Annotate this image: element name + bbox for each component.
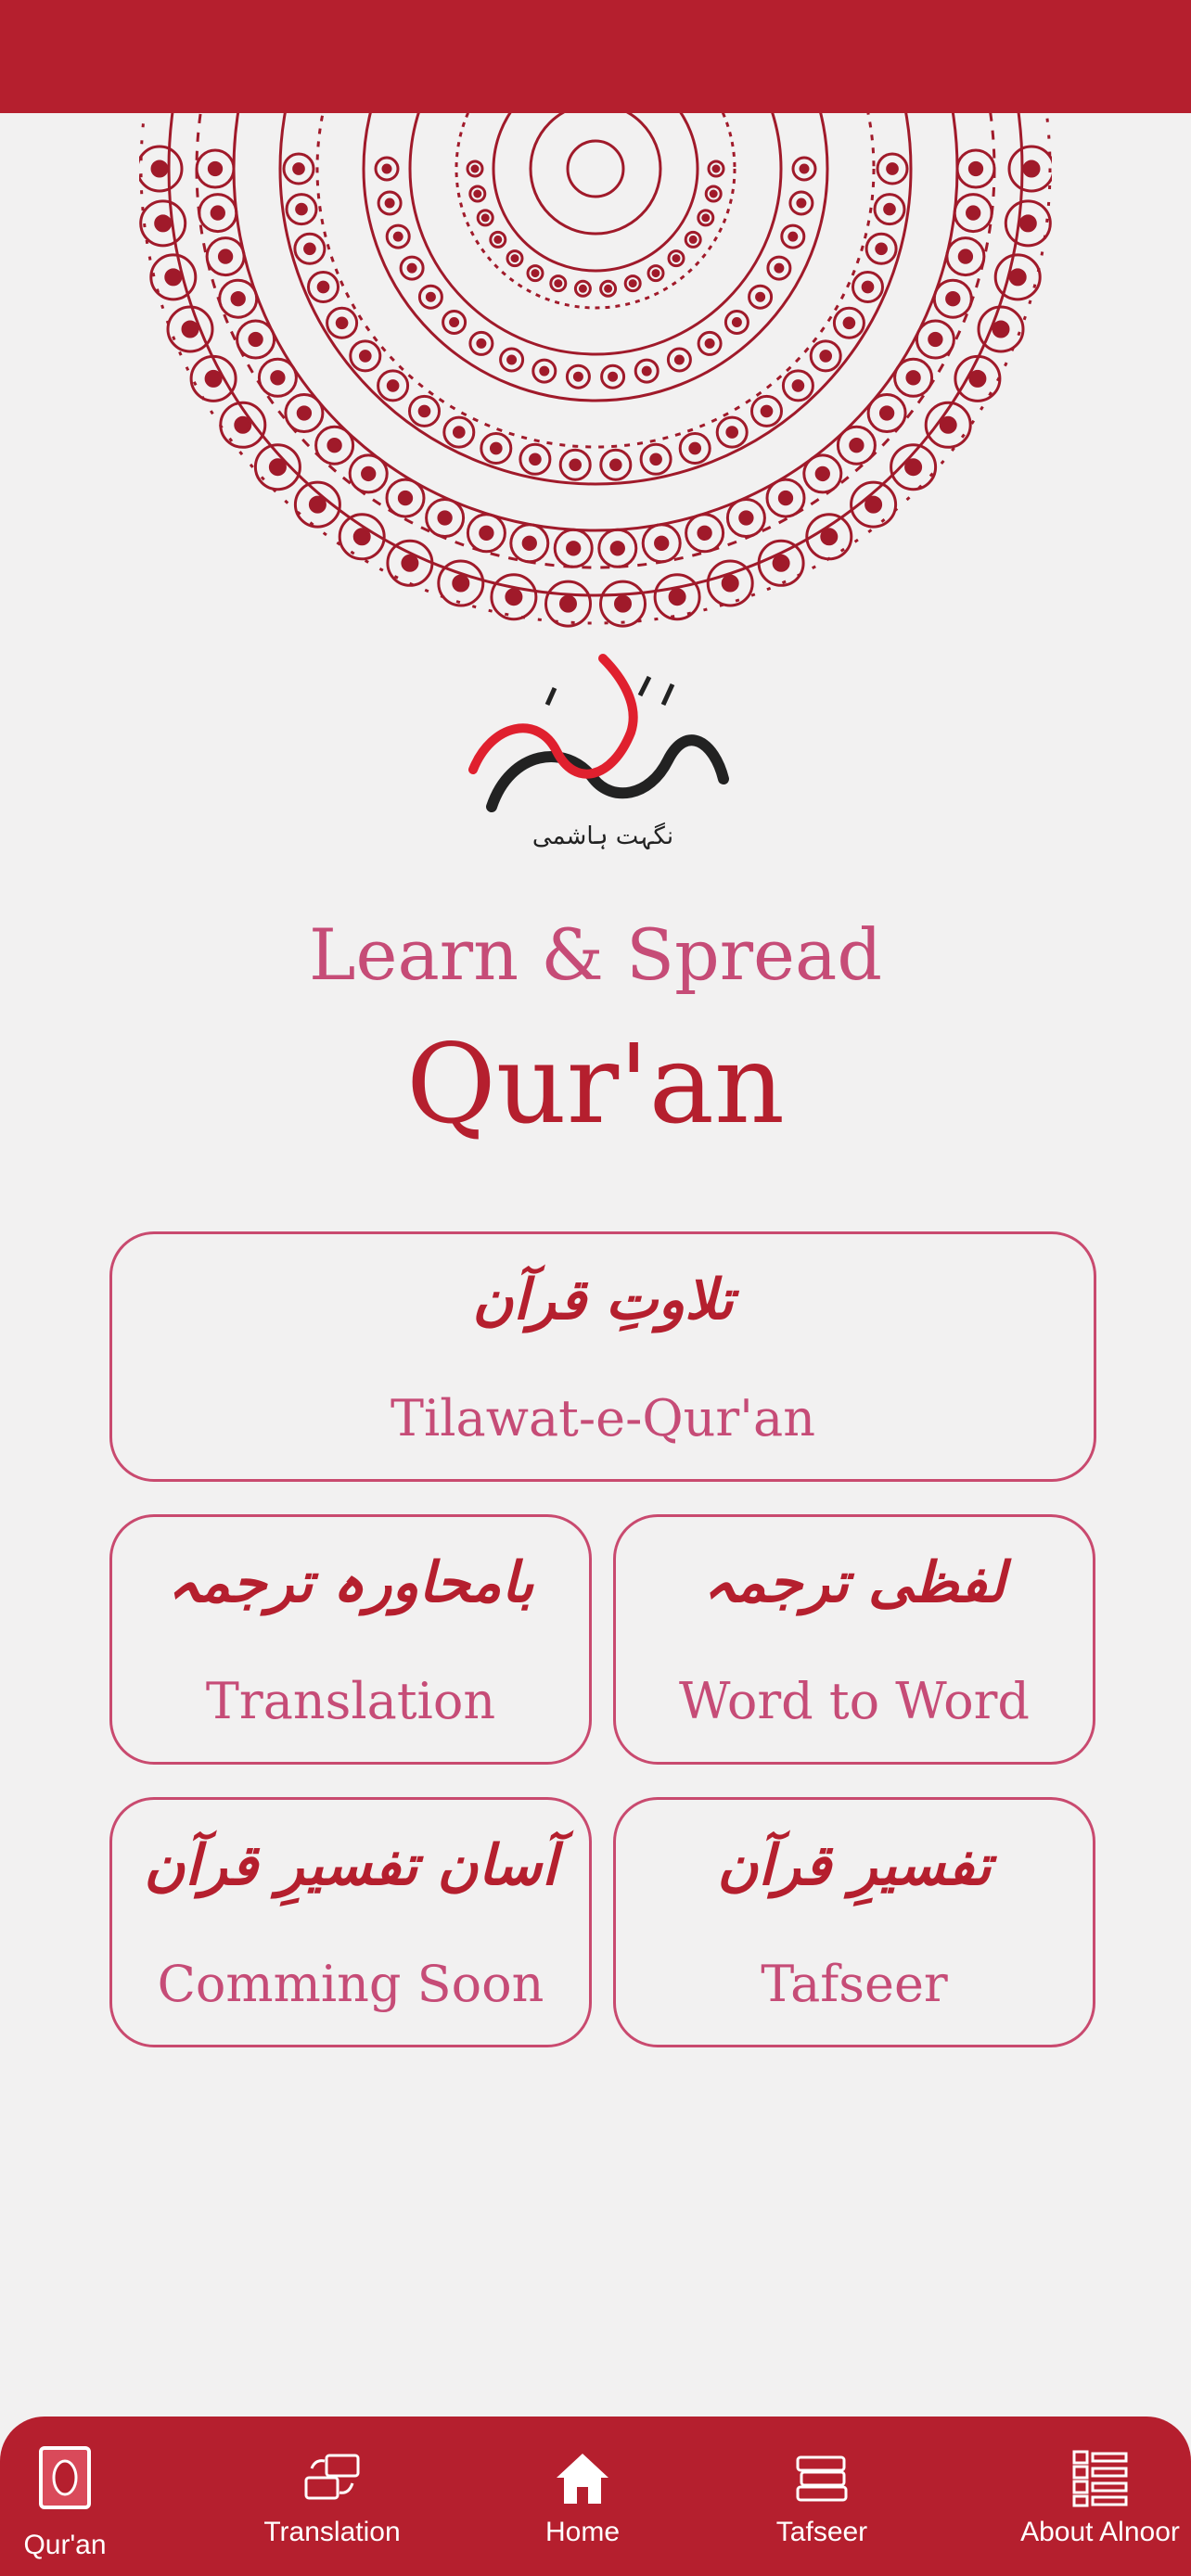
card-urdu-title: بامحاورہ ترجمہ: [167, 1550, 534, 1615]
home-icon: [553, 2450, 612, 2506]
card-urdu-title: تلاوتِ قرآن: [472, 1268, 734, 1333]
quran-book-icon: [35, 2444, 95, 2511]
nav-item-quran[interactable]: [0, 2417, 130, 2576]
card-english-title: Tilawat-e-Qur'an: [391, 1389, 815, 1447]
nighat-hashmi-logo: [455, 640, 751, 853]
card-english-title: Comming Soon: [157, 1955, 544, 2013]
status-bar: [0, 0, 1191, 113]
nav-item-about[interactable]: [1015, 2417, 1185, 2576]
books-stack-icon: [792, 2454, 852, 2504]
nav-label: Home: [544, 2517, 621, 2547]
coming-soon-card[interactable]: [109, 1797, 592, 2047]
nav-label: About Alnoor: [1020, 2517, 1180, 2547]
card-urdu-title: لفظی ترجمہ: [703, 1550, 1005, 1615]
mandala-decoration: [139, 113, 1052, 632]
card-english-title: Translation: [205, 1672, 496, 1730]
translation-card[interactable]: [109, 1514, 592, 1765]
nav-label: Translation: [263, 2517, 401, 2547]
word-to-word-card[interactable]: [613, 1514, 1095, 1765]
tilawat-card[interactable]: [109, 1231, 1096, 1482]
tafseer-card[interactable]: [613, 1797, 1095, 2047]
card-english-title: Tafseer: [761, 1955, 948, 2013]
card-urdu-title: آسان تفسیرِ قرآن: [144, 1833, 557, 1898]
nav-label: Qur'an: [23, 2530, 107, 2560]
nav-item-tafseer[interactable]: [766, 2417, 877, 2576]
tagline-quran: Qur'an: [406, 1020, 785, 1148]
svg-text:نگہت ہاشمی: نگہت ہاشمی: [531, 823, 674, 850]
translation-chat-icon: [302, 2454, 362, 2504]
list-icon: [1072, 2450, 1128, 2507]
nav-item-translation[interactable]: [249, 2417, 416, 2576]
card-urdu-title: تفسیرِ قرآن: [717, 1833, 992, 1898]
card-english-title: Word to Word: [679, 1672, 1030, 1730]
nav-item-home[interactable]: [527, 2417, 638, 2576]
tagline-learn-spread: Learn & Spread: [309, 913, 882, 996]
bottom-navigation: [0, 2417, 1191, 2576]
nav-label: Tafseer: [775, 2517, 868, 2547]
